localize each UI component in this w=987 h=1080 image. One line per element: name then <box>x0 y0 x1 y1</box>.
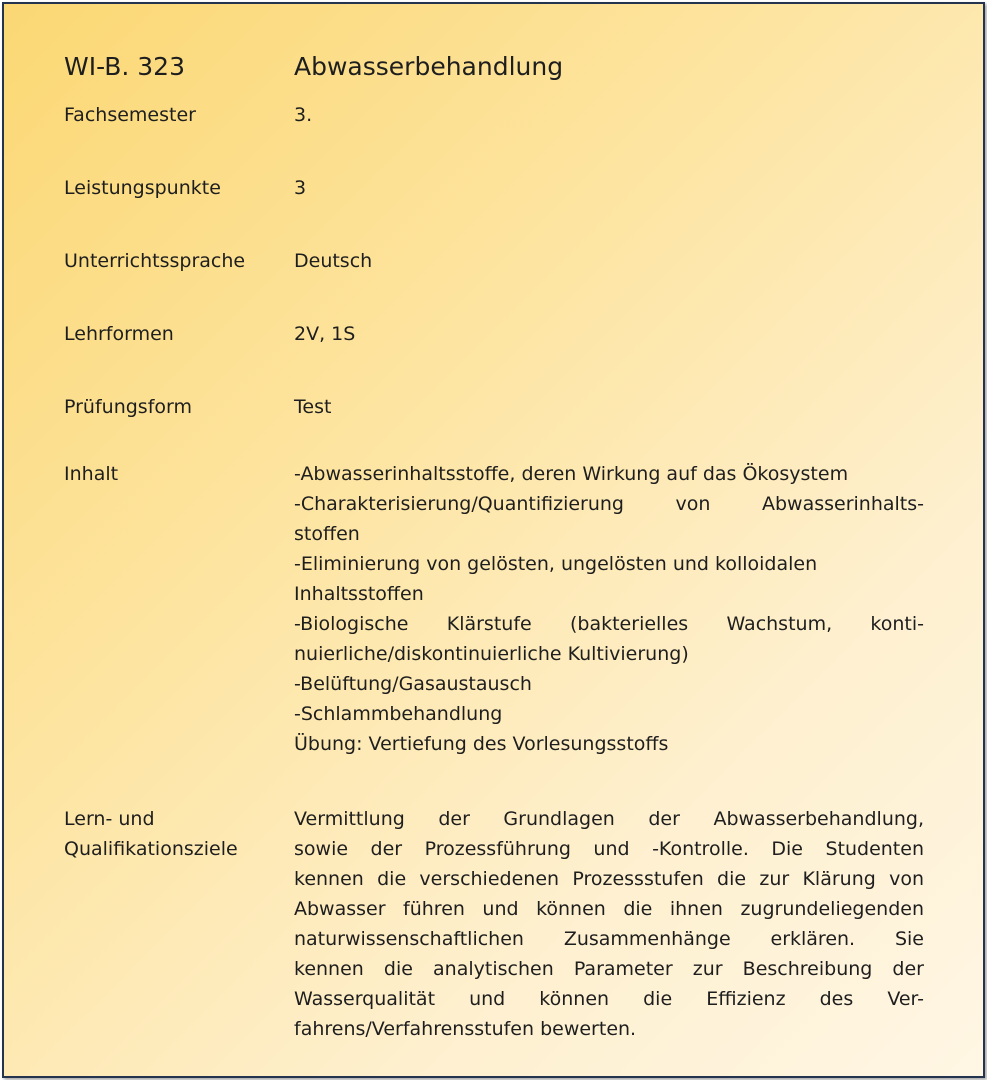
language-value: Deutsch <box>294 250 373 272</box>
goals-label <box>64 804 289 864</box>
content-line: -Schlammbehandlung <box>294 703 503 725</box>
teaching-label: Lehrformen <box>64 323 174 345</box>
content-line: -Biologische Klärstufe (bakterielles Wachstum, konti- <box>294 613 924 635</box>
credits-value: 3 <box>294 177 307 199</box>
content-list <box>294 459 924 759</box>
goals-label-line: Qualifikationsziele <box>64 838 238 860</box>
goals-text <box>294 804 924 1044</box>
goals-line: kennen die analytischen Parameter zur Beschreibung der <box>294 958 924 980</box>
semester-label: Fachsemester <box>64 104 196 126</box>
goals-line: Vermittlung der Grundlagen der Abwasserbehandlung, <box>294 808 924 830</box>
goals-line: Abwasser führen und können die ihnen zugrundeliegenden <box>294 898 924 920</box>
content-line: stoffen <box>294 523 360 545</box>
goals-line: naturwissenschaftlichen Zusammenhänge erklären. Sie <box>294 928 924 950</box>
module-code: WI-B. 323 <box>64 52 185 81</box>
content-line: -Charakterisierung/Quantifizierung von Abwasserinhalts- <box>294 493 924 515</box>
goals-line: fahrens/Verfahrensstufen bewerten. <box>294 1018 637 1040</box>
module-card <box>2 2 985 1078</box>
language-label: Unterrichtssprache <box>64 250 246 272</box>
module-title: Abwasserbehandlung <box>294 52 564 81</box>
content-label: Inhalt <box>64 463 119 485</box>
goals-label-line: Lern- und <box>64 808 155 830</box>
content-line: Inhaltsstoffen <box>294 583 424 605</box>
content-line: -Eliminierung von gelösten, ungelösten und kolloidalen <box>294 553 818 575</box>
content-line: -Abwasserinhaltsstoffe, deren Wirkung auf das Ökosystem <box>294 463 849 485</box>
exam-label: Prüfungsform <box>64 396 193 418</box>
credits-label: Leistungspunkte <box>64 177 221 199</box>
goals-line: Wasserqualität und können die Effizienz des Ver- <box>294 988 924 1010</box>
goals-line: kennen die verschiedenen Prozessstufen die zur Klärung von <box>294 868 924 890</box>
content-line: -Belüftung/Gasaustausch <box>294 673 532 695</box>
teaching-value: 2V, 1S <box>294 323 356 345</box>
content-line: nuierliche/diskontinuierliche Kultivierung) <box>294 643 689 665</box>
content-line: Übung: Vertiefung des Vorlesungsstoffs <box>294 733 669 755</box>
exam-value: Test <box>294 396 332 418</box>
goals-line: sowie der Prozessführung und -Kontrolle. Die Studenten <box>294 838 924 860</box>
semester-value: 3. <box>294 104 313 126</box>
